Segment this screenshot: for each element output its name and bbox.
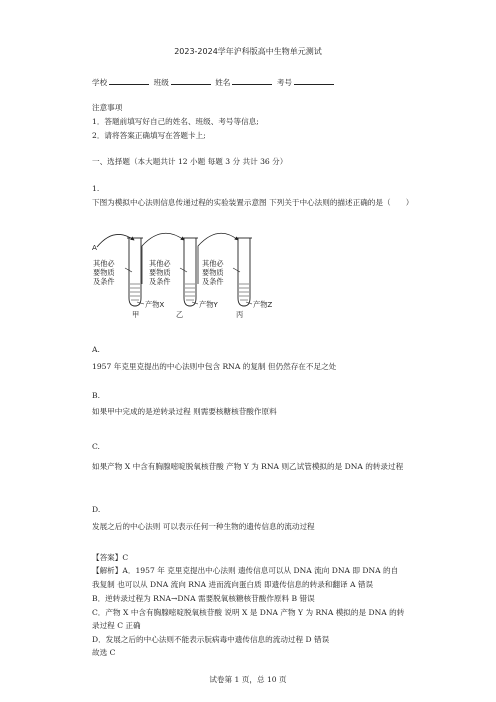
tube3-text-line2: 要物质 [202,268,224,277]
explanation-line-4: C．产物 X 中含有胸腺嘧啶脱氧核苷酸 说明 X 是 DNA 产物 Y 为 RNA 模拟的是 DNA 的转 [92,608,405,617]
school-blank [109,77,149,85]
tube2-text-line3: 及条件 [149,277,171,286]
exam-number-blank [294,77,334,85]
class-blank [171,77,211,85]
arrow-a-to-tube1 [97,234,134,247]
tube1-text-line1: 其他必 [93,259,115,268]
tube1-text-line3: 及条件 [93,277,115,286]
explanation-line-5: 录过程 C 正确 [92,621,141,630]
tube3-text-line3: 及条件 [202,277,224,286]
class-label: 班级 [153,78,169,87]
tube2-text-line1: 其他必 [149,259,171,268]
option-a-text: 1957 年克里克提出的中心法则中包含 RNA 的复制 但仍然存在不足之处 [92,362,337,371]
option-d-letter: D. [92,505,101,514]
option-c-text: 如果产物 X 中含有胸腺嘧啶脱氧核苷酸 产物 Y 为 RNA 则乙试管模拟的是 DNA 的转录过程 [92,462,404,471]
test-tube-3 [236,238,252,306]
option-c-letter: C. [92,442,100,451]
tube3-text-line1: 其他必 [202,259,224,268]
question-number: 1. [92,184,100,193]
tube2-text-line2: 要物质 [149,268,171,277]
experiment-figure [92,226,292,318]
school-label: 学校 [92,78,108,87]
notes-heading: 注意事项 [92,103,123,112]
option-b-text: 如果甲中完成的是逆转录过程 则需要核糖核苷酸作原料 [92,407,277,416]
explanation-line-6: D．发展之后的中心法则不能表示朊病毒中遗传信息的流动过程 D 错误 [92,635,330,644]
figure-label-a: A [92,243,97,252]
name-label: 姓名 [215,78,231,87]
section-heading: 一、选择题（本大题共计 12 小题 每题 3 分 共计 36 分） [92,157,288,166]
explanation-line-2: 我复制 也可以从 DNA 流向 RNA 进而流向蛋白质 即遗传信息的转录和翻译 A 错误 [92,580,374,589]
answer-label: 【答案】C [92,553,129,562]
tube-label-bing: 丙 [236,310,244,318]
document-title: 2023-2024学年沪科版高中生物单元测试 [174,47,322,56]
exam-number-label: 考号 [276,78,293,87]
note-item-1: 1．答题前填写好自己的姓名、班级、考号等信息; [92,117,259,126]
option-d-text: 发展之后的中心法则 可以表示任何一种生物的遗传信息的流动过程 [92,522,315,531]
explanation-line-1: 【解析】A．1957 年 克里克提出中心法则 遗传信息可以从 DNA 流向 DNA 即 DNA 的自 [92,566,399,575]
explanation-line-3: B．逆转录过程为 RNA→DNA 需要脱氧核糖核苷酸作原料 B 错误 [92,594,315,603]
tube-label-yi: 乙 [176,310,184,318]
product-y-label: 产物Y [199,300,218,309]
note-item-2: 2．请将答案正确填写在答题卡上; [92,131,206,140]
explanation-line-7: 故选 C [92,648,116,657]
question-stem: 下图为模拟中心法则信息传递过程的实验装置示意图 下列关于中心法则的描述正确的是（ ） [92,198,414,207]
tube-label-jia: 甲 [132,310,140,318]
name-blank [232,77,272,85]
option-b-letter: B. [92,391,100,400]
tube1-text-line2: 要物质 [93,268,115,277]
option-a-letter: A. [92,345,100,354]
test-tube-2 [182,238,198,306]
product-x-label: 产物X [145,300,165,309]
student-info-line [92,77,336,88]
test-tube-1 [127,238,143,306]
page-footer: 试卷第 1 页，总 10 页 [209,675,287,684]
product-z-label: 产物Z [253,300,273,309]
